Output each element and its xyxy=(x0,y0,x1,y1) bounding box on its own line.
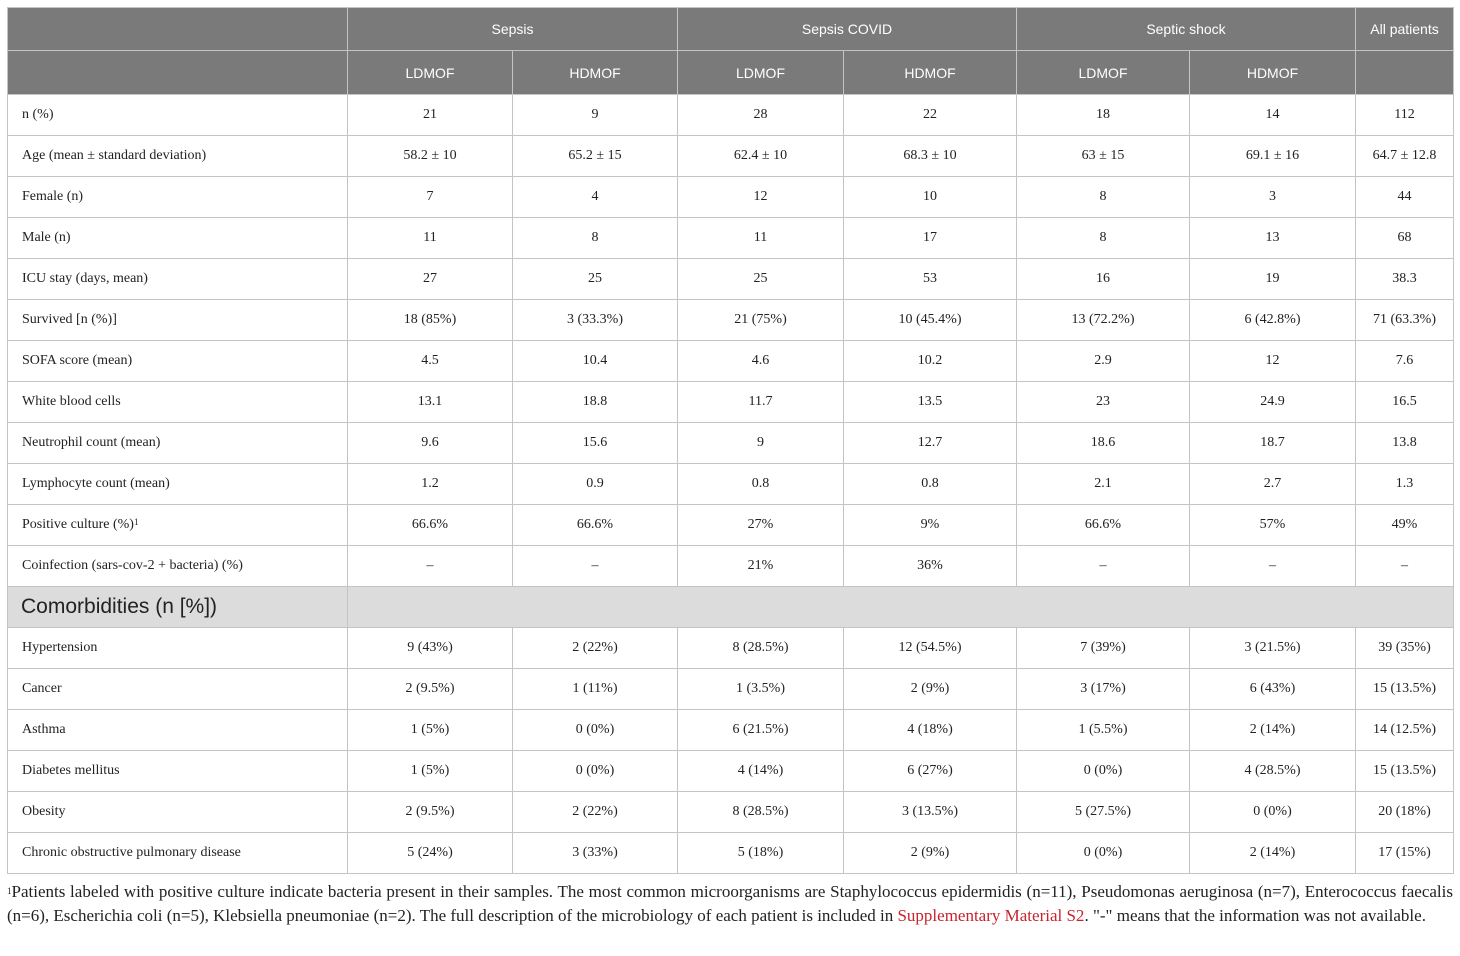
value-cell: 5 (18%) xyxy=(678,833,844,874)
value-cell: 39 (35%) xyxy=(1356,628,1454,669)
row-label: Age (mean ± standard deviation) xyxy=(22,148,207,163)
value-cell: 14 (12.5%) xyxy=(1356,710,1454,751)
group-header-all-patients: All patients xyxy=(1356,8,1454,51)
patient-characteristics-table xyxy=(7,7,1454,874)
row-label: Lymphocyte count (mean) xyxy=(22,476,170,491)
footnote-text-end: . "-" means that the information was not available. xyxy=(1084,906,1426,925)
value-cell: 8 (28.5%) xyxy=(678,628,844,669)
value-cell: 58.2 ± 10 xyxy=(348,136,513,177)
table-row xyxy=(8,751,1454,792)
value-cell: 13.1 xyxy=(348,382,513,423)
row-label-cell xyxy=(8,218,348,259)
table-row xyxy=(8,218,1454,259)
group-header-sepsis: Sepsis xyxy=(348,8,678,51)
section-title: Comorbidities (n [%]) xyxy=(8,587,348,628)
row-label-cell xyxy=(8,833,348,874)
table-row xyxy=(8,259,1454,300)
value-cell: – xyxy=(1017,546,1190,587)
value-cell: 18.6 xyxy=(1017,423,1190,464)
value-cell: 0 (0%) xyxy=(513,710,678,751)
value-cell: 8 (28.5%) xyxy=(678,792,844,833)
value-cell: 27% xyxy=(678,505,844,546)
value-cell: 25 xyxy=(678,259,844,300)
table-row xyxy=(8,464,1454,505)
table-row xyxy=(8,792,1454,833)
value-cell: 3 (17%) xyxy=(1017,669,1190,710)
row-label: Survived [n (%)] xyxy=(22,312,117,327)
value-cell: 19 xyxy=(1190,259,1356,300)
table-body xyxy=(8,95,1454,874)
value-cell: 1 (5%) xyxy=(348,751,513,792)
value-cell: 0 (0%) xyxy=(1017,751,1190,792)
group-header-sepsis-covid: Sepsis COVID xyxy=(678,8,1017,51)
row-label-cell xyxy=(8,300,348,341)
supplementary-material-link[interactable]: Supplementary Material S2 xyxy=(897,906,1085,925)
row-label-cell xyxy=(8,628,348,669)
value-cell: 9 xyxy=(678,423,844,464)
value-cell: 13.5 xyxy=(844,382,1017,423)
value-cell: 36% xyxy=(844,546,1017,587)
row-label: Chronic obstructive pulmonary disease xyxy=(22,845,241,860)
value-cell: 16 xyxy=(1017,259,1190,300)
row-label: Cancer xyxy=(22,681,62,696)
value-cell: 66.6% xyxy=(513,505,678,546)
row-label: Neutrophil count (mean) xyxy=(22,435,161,450)
value-cell: 13 xyxy=(1190,218,1356,259)
value-cell: 7 xyxy=(348,177,513,218)
value-cell: 10 xyxy=(844,177,1017,218)
row-label: Coinfection (sars-cov-2 + bacteria) (%) xyxy=(22,558,243,573)
value-cell: 0 (0%) xyxy=(1190,792,1356,833)
value-cell: 24.9 xyxy=(1190,382,1356,423)
value-cell: 21 (75%) xyxy=(678,300,844,341)
value-cell: 2 (14%) xyxy=(1190,710,1356,751)
value-cell: 2.7 xyxy=(1190,464,1356,505)
value-cell: 16.5 xyxy=(1356,382,1454,423)
footnote-ref: 1 xyxy=(133,517,139,527)
value-cell: 112 xyxy=(1356,95,1454,136)
value-cell: 62.4 ± 10 xyxy=(678,136,844,177)
value-cell: 44 xyxy=(1356,177,1454,218)
table-row xyxy=(8,628,1454,669)
value-cell: 8 xyxy=(1017,177,1190,218)
value-cell: 0.8 xyxy=(844,464,1017,505)
table-row xyxy=(8,669,1454,710)
table-row xyxy=(8,177,1454,218)
value-cell: 10 (45.4%) xyxy=(844,300,1017,341)
subheader-corner xyxy=(8,51,348,95)
value-cell: 2 (22%) xyxy=(513,628,678,669)
table-row xyxy=(8,505,1454,546)
table-row xyxy=(8,341,1454,382)
header-row-groups xyxy=(8,8,1454,51)
header-row-subgroups xyxy=(8,51,1454,95)
value-cell: 2.1 xyxy=(1017,464,1190,505)
row-label: White blood cells xyxy=(22,394,121,409)
table-row xyxy=(8,95,1454,136)
value-cell: 15.6 xyxy=(513,423,678,464)
value-cell: 2 (9.5%) xyxy=(348,792,513,833)
value-cell: 1.2 xyxy=(348,464,513,505)
value-cell: 4.6 xyxy=(678,341,844,382)
value-cell: 8 xyxy=(513,218,678,259)
row-label: Male (n) xyxy=(22,230,71,245)
subheader-shock-hdmof: HDMOF xyxy=(1190,51,1356,95)
value-cell: 22 xyxy=(844,95,1017,136)
value-cell: 1.3 xyxy=(1356,464,1454,505)
value-cell: 7.6 xyxy=(1356,341,1454,382)
section-fill xyxy=(348,587,1454,628)
value-cell: 17 (15%) xyxy=(1356,833,1454,874)
row-label-cell xyxy=(8,136,348,177)
footnote-text: Patients labeled with positive culture indicate bacteria present in their samples. The most common microorganisms are Staphylococcus epidermidis (n=11), Pseudomonas aeruginosa (n=7), Enterococcus faecalis (n=6), Escherichia coli (n=5), Klebsiella pneumoniae (n=2). The full description of the microbiology of each patient is included in xyxy=(7,882,1453,925)
table-row xyxy=(8,546,1454,587)
value-cell: 18 (85%) xyxy=(348,300,513,341)
value-cell: 63 ± 15 xyxy=(1017,136,1190,177)
value-cell: 28 xyxy=(678,95,844,136)
value-cell: 10.4 xyxy=(513,341,678,382)
row-label-cell xyxy=(8,546,348,587)
value-cell: 6 (21.5%) xyxy=(678,710,844,751)
value-cell: 23 xyxy=(1017,382,1190,423)
value-cell: 27 xyxy=(348,259,513,300)
value-cell: 71 (63.3%) xyxy=(1356,300,1454,341)
value-cell: 5 (24%) xyxy=(348,833,513,874)
value-cell: 3 (33%) xyxy=(513,833,678,874)
value-cell: 57% xyxy=(1190,505,1356,546)
value-cell: 68.3 ± 10 xyxy=(844,136,1017,177)
table-row xyxy=(8,300,1454,341)
value-cell: 25 xyxy=(513,259,678,300)
row-label-cell xyxy=(8,464,348,505)
value-cell: 12 xyxy=(1190,341,1356,382)
value-cell: 14 xyxy=(1190,95,1356,136)
value-cell: 2 (14%) xyxy=(1190,833,1356,874)
value-cell: 49% xyxy=(1356,505,1454,546)
table-row xyxy=(8,833,1454,874)
value-cell: 53 xyxy=(844,259,1017,300)
value-cell: 13.8 xyxy=(1356,423,1454,464)
value-cell: 2 (22%) xyxy=(513,792,678,833)
value-cell: 1 (5%) xyxy=(348,710,513,751)
value-cell: 11.7 xyxy=(678,382,844,423)
row-label: n (%) xyxy=(22,107,54,122)
subheader-all-empty xyxy=(1356,51,1454,95)
row-label-cell xyxy=(8,341,348,382)
row-label-cell xyxy=(8,423,348,464)
value-cell: 5 (27.5%) xyxy=(1017,792,1190,833)
value-cell: 2 (9.5%) xyxy=(348,669,513,710)
value-cell: 1 (3.5%) xyxy=(678,669,844,710)
value-cell: 9% xyxy=(844,505,1017,546)
table-row xyxy=(8,710,1454,751)
table-container xyxy=(7,7,1453,874)
value-cell: 18 xyxy=(1017,95,1190,136)
value-cell: 6 (43%) xyxy=(1190,669,1356,710)
value-cell: 4.5 xyxy=(348,341,513,382)
table-footnote xyxy=(7,880,1453,928)
row-label-cell xyxy=(8,710,348,751)
value-cell: 11 xyxy=(348,218,513,259)
value-cell: 0.9 xyxy=(513,464,678,505)
value-cell: 18.8 xyxy=(513,382,678,423)
value-cell: 15 (13.5%) xyxy=(1356,751,1454,792)
row-label: Female (n) xyxy=(22,189,84,204)
value-cell: 4 (18%) xyxy=(844,710,1017,751)
value-cell: 9.6 xyxy=(348,423,513,464)
value-cell: 15 (13.5%) xyxy=(1356,669,1454,710)
table-header xyxy=(8,8,1454,95)
value-cell: 0 (0%) xyxy=(1017,833,1190,874)
subheader-shock-ldmof: LDMOF xyxy=(1017,51,1190,95)
value-cell: 3 (33.3%) xyxy=(513,300,678,341)
value-cell: 9 (43%) xyxy=(348,628,513,669)
value-cell: – xyxy=(1356,546,1454,587)
row-label-cell xyxy=(8,792,348,833)
value-cell: 12 (54.5%) xyxy=(844,628,1017,669)
row-label-cell xyxy=(8,751,348,792)
value-cell: 21% xyxy=(678,546,844,587)
value-cell: 0 (0%) xyxy=(513,751,678,792)
value-cell: 4 (28.5%) xyxy=(1190,751,1356,792)
value-cell: 7 (39%) xyxy=(1017,628,1190,669)
row-label: Obesity xyxy=(22,804,66,819)
row-label: Asthma xyxy=(22,722,66,737)
footnote-marker: 1 xyxy=(7,886,12,896)
value-cell: 2 (9%) xyxy=(844,669,1017,710)
subheader-sepsis-ldmof: LDMOF xyxy=(348,51,513,95)
value-cell: – xyxy=(1190,546,1356,587)
value-cell: 12 xyxy=(678,177,844,218)
value-cell: – xyxy=(513,546,678,587)
value-cell: 18.7 xyxy=(1190,423,1356,464)
header-corner xyxy=(8,8,348,51)
table-row xyxy=(8,136,1454,177)
value-cell: 69.1 ± 16 xyxy=(1190,136,1356,177)
table-row xyxy=(8,423,1454,464)
row-label-cell xyxy=(8,505,348,546)
subheader-covid-hdmof: HDMOF xyxy=(844,51,1017,95)
table-row xyxy=(8,382,1454,423)
value-cell: 6 (42.8%) xyxy=(1190,300,1356,341)
value-cell: 64.7 ± 12.8 xyxy=(1356,136,1454,177)
value-cell: 3 xyxy=(1190,177,1356,218)
section-row-comorbidities xyxy=(8,587,1454,628)
row-label-cell xyxy=(8,259,348,300)
row-label-cell xyxy=(8,669,348,710)
value-cell: 68 xyxy=(1356,218,1454,259)
row-label: Hypertension xyxy=(22,640,98,655)
value-cell: 21 xyxy=(348,95,513,136)
value-cell: 1 (11%) xyxy=(513,669,678,710)
value-cell: 8 xyxy=(1017,218,1190,259)
row-label: Diabetes mellitus xyxy=(22,763,120,778)
row-label: Positive culture (%) xyxy=(22,517,134,532)
value-cell: 2.9 xyxy=(1017,341,1190,382)
value-cell: 20 (18%) xyxy=(1356,792,1454,833)
value-cell: 9 xyxy=(513,95,678,136)
value-cell: 6 (27%) xyxy=(844,751,1017,792)
row-label-cell xyxy=(8,382,348,423)
value-cell: 38.3 xyxy=(1356,259,1454,300)
row-label-cell xyxy=(8,177,348,218)
value-cell: 0.8 xyxy=(678,464,844,505)
value-cell: 3 (13.5%) xyxy=(844,792,1017,833)
value-cell: 4 xyxy=(513,177,678,218)
value-cell: 10.2 xyxy=(844,341,1017,382)
value-cell: 12.7 xyxy=(844,423,1017,464)
row-label: SOFA score (mean) xyxy=(22,353,133,368)
subheader-covid-ldmof: LDMOF xyxy=(678,51,844,95)
value-cell: 66.6% xyxy=(1017,505,1190,546)
value-cell: 2 (9%) xyxy=(844,833,1017,874)
value-cell: 11 xyxy=(678,218,844,259)
row-label: ICU stay (days, mean) xyxy=(22,271,148,286)
group-header-septic-shock: Septic shock xyxy=(1017,8,1356,51)
value-cell: 3 (21.5%) xyxy=(1190,628,1356,669)
value-cell: 17 xyxy=(844,218,1017,259)
value-cell: 4 (14%) xyxy=(678,751,844,792)
value-cell: 66.6% xyxy=(348,505,513,546)
value-cell: 65.2 ± 15 xyxy=(513,136,678,177)
row-label-cell xyxy=(8,95,348,136)
value-cell: – xyxy=(348,546,513,587)
value-cell: 1 (5.5%) xyxy=(1017,710,1190,751)
subheader-sepsis-hdmof: HDMOF xyxy=(513,51,678,95)
value-cell: 13 (72.2%) xyxy=(1017,300,1190,341)
